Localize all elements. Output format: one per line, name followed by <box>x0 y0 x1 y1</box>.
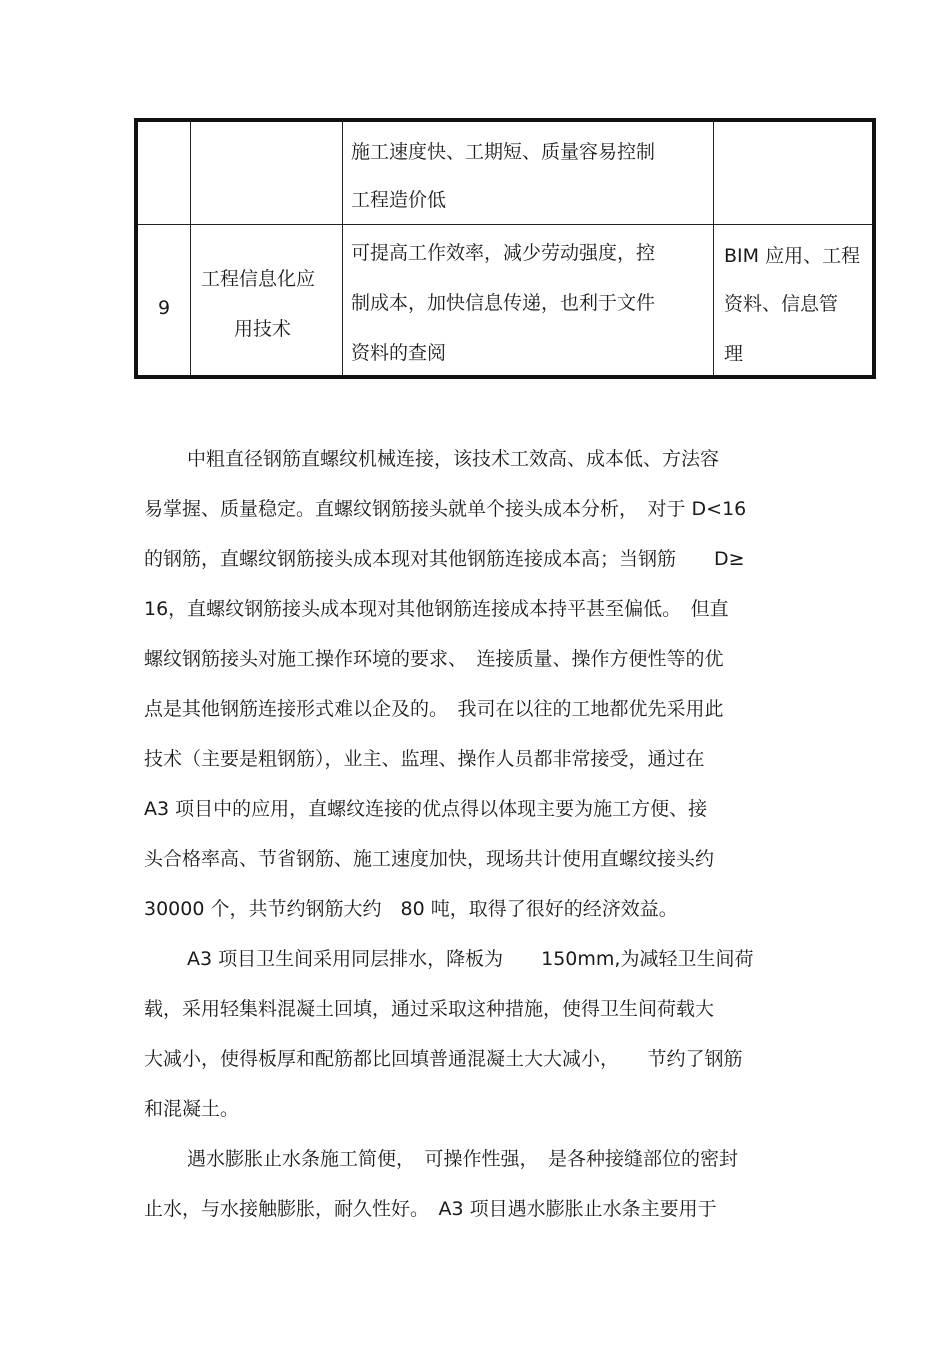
body-line: 遇水膨胀止水条施工简便， 可操作性强， 是各种接缝部位的密封 <box>187 1148 739 1170</box>
table-cell-index: 9 <box>158 297 171 319</box>
body-line: 易掌握、质量稳定。直螺纹钢筋接头就单个接头成本分析， 对于 D<16 <box>144 498 747 520</box>
body-line: 中粗直径钢筋直螺纹机械连接，该技术工效高、成本低、方法容 <box>187 448 720 470</box>
body-line: 止水，与水接触膨胀，耐久性好。 A3 项目遇水膨胀止水条主要用于 <box>144 1198 717 1220</box>
table-cell-benefit: 资料的查阅 <box>351 342 447 364</box>
body-line: 的钢筋，直螺纹钢筋接头成本现对其他钢筋连接成本高；当钢筋 D≥ <box>144 548 745 570</box>
body-line: 大减小，使得板厚和配筋都比回填普通混凝土大大减小， 节约了钢筋 <box>144 1048 743 1070</box>
body-line: 和混凝土。 <box>144 1098 240 1120</box>
table-cell-name: 用技术 <box>234 318 292 340</box>
comparison-table <box>134 118 876 379</box>
table-cell-scope: BIM 应用、工程 <box>724 245 861 267</box>
table-cell-benefit: 制成本，加快信息传递，也利于文件 <box>351 292 656 314</box>
body-line: 螺纹钢筋接头对施工操作环境的要求、 连接质量、操作方便性等的优 <box>144 648 724 670</box>
table-divider <box>713 122 714 375</box>
table-divider <box>342 122 343 375</box>
table-row-divider <box>138 224 872 225</box>
table-cell-scope: 资料、信息管 <box>724 293 839 315</box>
table-cell-scope: 理 <box>724 343 744 365</box>
table-cell-benefit: 施工速度快、工期短、质量容易控制 <box>351 141 656 163</box>
table-divider <box>190 122 191 375</box>
body-line: 16，直螺纹钢筋接头成本现对其他钢筋连接成本持平甚至偏低。 但直 <box>144 598 729 620</box>
body-line: 载，采用轻集料混凝土回填，通过采取这种措施，使得卫生间荷载大 <box>144 998 715 1020</box>
body-line: 点是其他钢筋连接形式难以企及的。 我司在以往的工地都优先采用此 <box>144 698 724 720</box>
table-cell-benefit: 工程造价低 <box>351 189 447 211</box>
body-line: 30000 个，共节约钢筋大约 80 吨，取得了很好的经济效益。 <box>144 898 678 920</box>
table-cell-name: 工程信息化应 <box>201 268 316 290</box>
body-line: 头合格率高、节省钢筋、施工速度加快，现场共计使用直螺纹接头约 <box>144 848 715 870</box>
body-line: A3 项目中的应用，直螺纹连接的优点得以体现主要为施工方便、接 <box>144 798 708 820</box>
table-cell-benefit: 可提高工作效率，减少劳动强度，控 <box>351 242 656 264</box>
body-line: A3 项目卫生间采用同层排水，降板为 150mm,为减轻卫生间荷 <box>187 948 754 970</box>
body-line: 技术（主要是粗钢筋），业主、监理、操作人员都非常接受，通过在 <box>144 748 705 770</box>
